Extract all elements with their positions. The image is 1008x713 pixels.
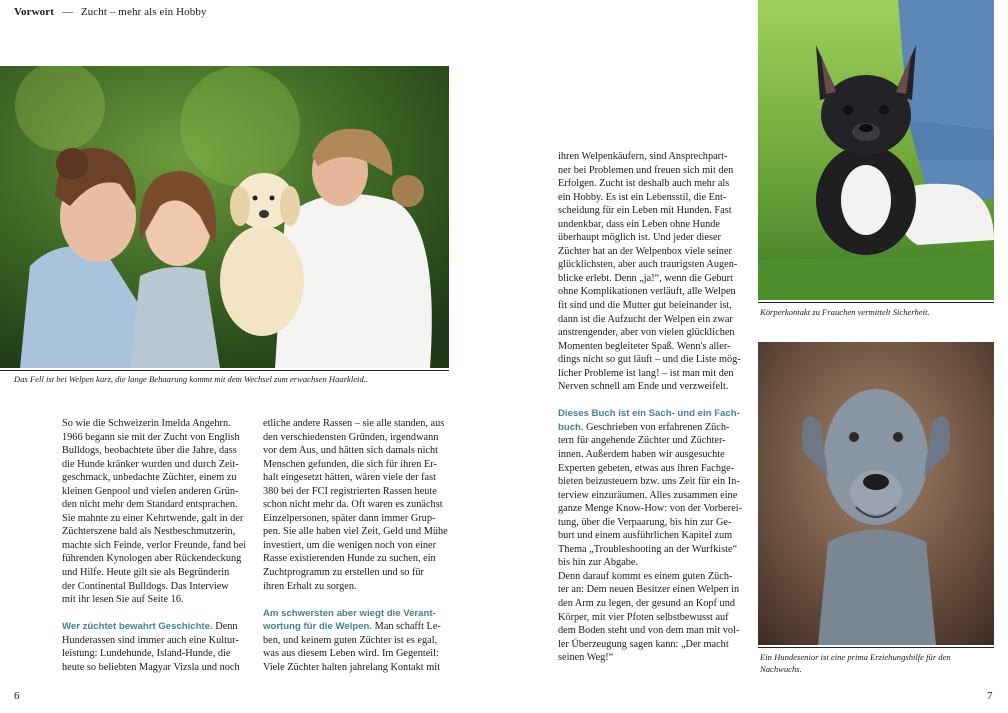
paragraph: [62, 620, 252, 634]
chapter-title: Zucht – mehr als ein Hobby: [80, 6, 207, 18]
paragraph: Hunderassen sind immer auch eine Kultur- leistung: Lundehunde, Island-Hunde, die heute so beliebten Magyar Vizsla und noch: [62, 634, 240, 673]
paragraph: So wie die Schweizerin Imelda Angehrn. 1966 begann sie mit der Zucht von English Bulldogs, beobachtete über die Jahre, dass die Hunde kränker wurden und durch Zeit- geschmack, unbedachte Züchter, einem zu kleinen Genpool und vielen anderen Grün- den nicht mehr dem Standard entsprachen. Sie mahnte zu einer Kehrtwende, galt in der Züchterszene bald als Nestbeschmutzerin, machte sich Feinde, verlor Freunde, fand bei führenden Kynologen aber Rückendeckung und Hilfe. Heute gilt sie als Begründerin der Continental Bulldogs. Das Interview mit ihr lesen Sie auf Seite 16.: [62, 418, 247, 606]
section-label: Vorwort: [14, 6, 55, 18]
caption-top-right-photo: Körperkontakt zu Frauchen vermittelt Sicherheit.: [760, 307, 930, 317]
caption-bottom-right-photo: Ein Hundesenior ist eine prima Erziehungshilfe für den Nachwuchs.: [760, 652, 951, 674]
caption-left-photo: Das Fell ist bei Welpen kurz, die lange Behaarung kommt mit dem Wechsel zum erwachsen Haarkleid..: [14, 374, 369, 384]
paragraph: etliche andere Rassen – sie alle standen, aus den verschiedensten Gründen, irgendwann vor dem Aus, und hätten sich damals nicht Menschen gefunden, die sich für ihren Er- halt eingesetzt hätten, wären viele der fast 380 bei der FCI registrierten Rassen heute schon nicht mehr da. Oft waren es zunächst Einzelpersonen, später dann immer Grup- pen. Sie alle haben viel Zeit, Geld und Mühe investiert, um die wenigen noch von einer Rasse existierenden Hunde zu suchen, ein Zuchtprogramm zu erstellen und so für ihren Erhalt zu sorgen.: [263, 418, 448, 592]
text-column-3: [558, 150, 753, 665]
text-column-1: [62, 417, 252, 674]
paragraph: ihren Welpenkäufern, sind Ansprechpart- ner bei Problemen und freuen sich mit den Erfolgen. Zucht ist deshalb auch mehr als ein Hobby. Es ist ein Lebensstil, die Ent- scheidung für ein Leben mit Hunden. Fast undenkbar, dass ein Leben ohne Hunde überhaupt möglich ist. Und jeder dieser Züchter hat an der Welpenbox viele seiner glücklichsten, aber auch traurigsten Augen- blicke erlebt. Denn „ja!“, wenn die Geburt ohne Komplikationen verläuft, alle Welpen fit sind und die Mutter gut beieinander ist, dann ist die Aufzucht der Welpen ein zwar anstrengender, aber von vielen glücklichen Momenten begleiteter Spaß. Wenn's aller- dings nicht so gut läuft – und die Liste mög- licher Probleme ist lang! – ist man mit den Nerven schnell am Ende und verzweifelt.: [558, 151, 741, 393]
left-caption-rule: [0, 370, 449, 371]
photo-french-bulldog-puppy: [758, 0, 994, 300]
subheading: Dieses Buch ist ein Sach- und ein Fach- buch.: [558, 408, 740, 433]
photo-great-dane-senior: [758, 342, 994, 645]
paragraph-lead: Geschrieben von erfahrenen Züch-: [586, 421, 730, 433]
paragraph: tern für angehende Züchter und Züchter- innen. Außerdem haben wir ausgesuchte Experten gebeten, etwas aus ihren Fachge- bieten beizusteuern bzw. uns Zeit für ein In- terview einzuräumen. Alles zusammen eine ganze Menge Know-How: von der Vorberei- tung, über die Verpaarung, bis hin zur Ge- burt und einem ausführlichen Kapitel zum Thema „Troubleshooting an der Wurfkiste“ bis hin zur Abgabe. Denn darauf kommt es einem guten Züch- ter an: Dem neuen Besitzer einen Welpen in den Arm zu legen, der gesund an Kopf und Körper, mit vier Pfoten selbstbewusst auf dem Boden steht und von dem man mit vol- ler Überzeugung sagen kann: „Der macht seinen Weg!“: [558, 435, 743, 664]
page-number-right: 7: [987, 690, 993, 702]
top-right-caption-rule: [758, 302, 994, 303]
paragraph: ben, und keinem guten Züchter ist es egal, was aus diesem Leben wird. Im Gegenteil: Viele Züchter halten jahrelang Kontakt mit: [263, 634, 440, 673]
subheading: Am schwersten aber wiegt die Verant- wortung für die Welpen.: [263, 607, 436, 633]
text-column-2: [263, 417, 458, 674]
header-dash: —: [61, 6, 73, 18]
paragraph-lead: Denn: [212, 621, 238, 633]
paragraph-lead: Man schafft Le-: [374, 621, 441, 633]
running-head: [14, 6, 207, 18]
subheading: Wer züchtet bewahrt Geschichte.: [62, 621, 213, 633]
photo-breeders-with-puppy: [0, 66, 449, 368]
bottom-right-caption-rule: [758, 647, 994, 648]
page-number-left: 6: [14, 690, 20, 702]
